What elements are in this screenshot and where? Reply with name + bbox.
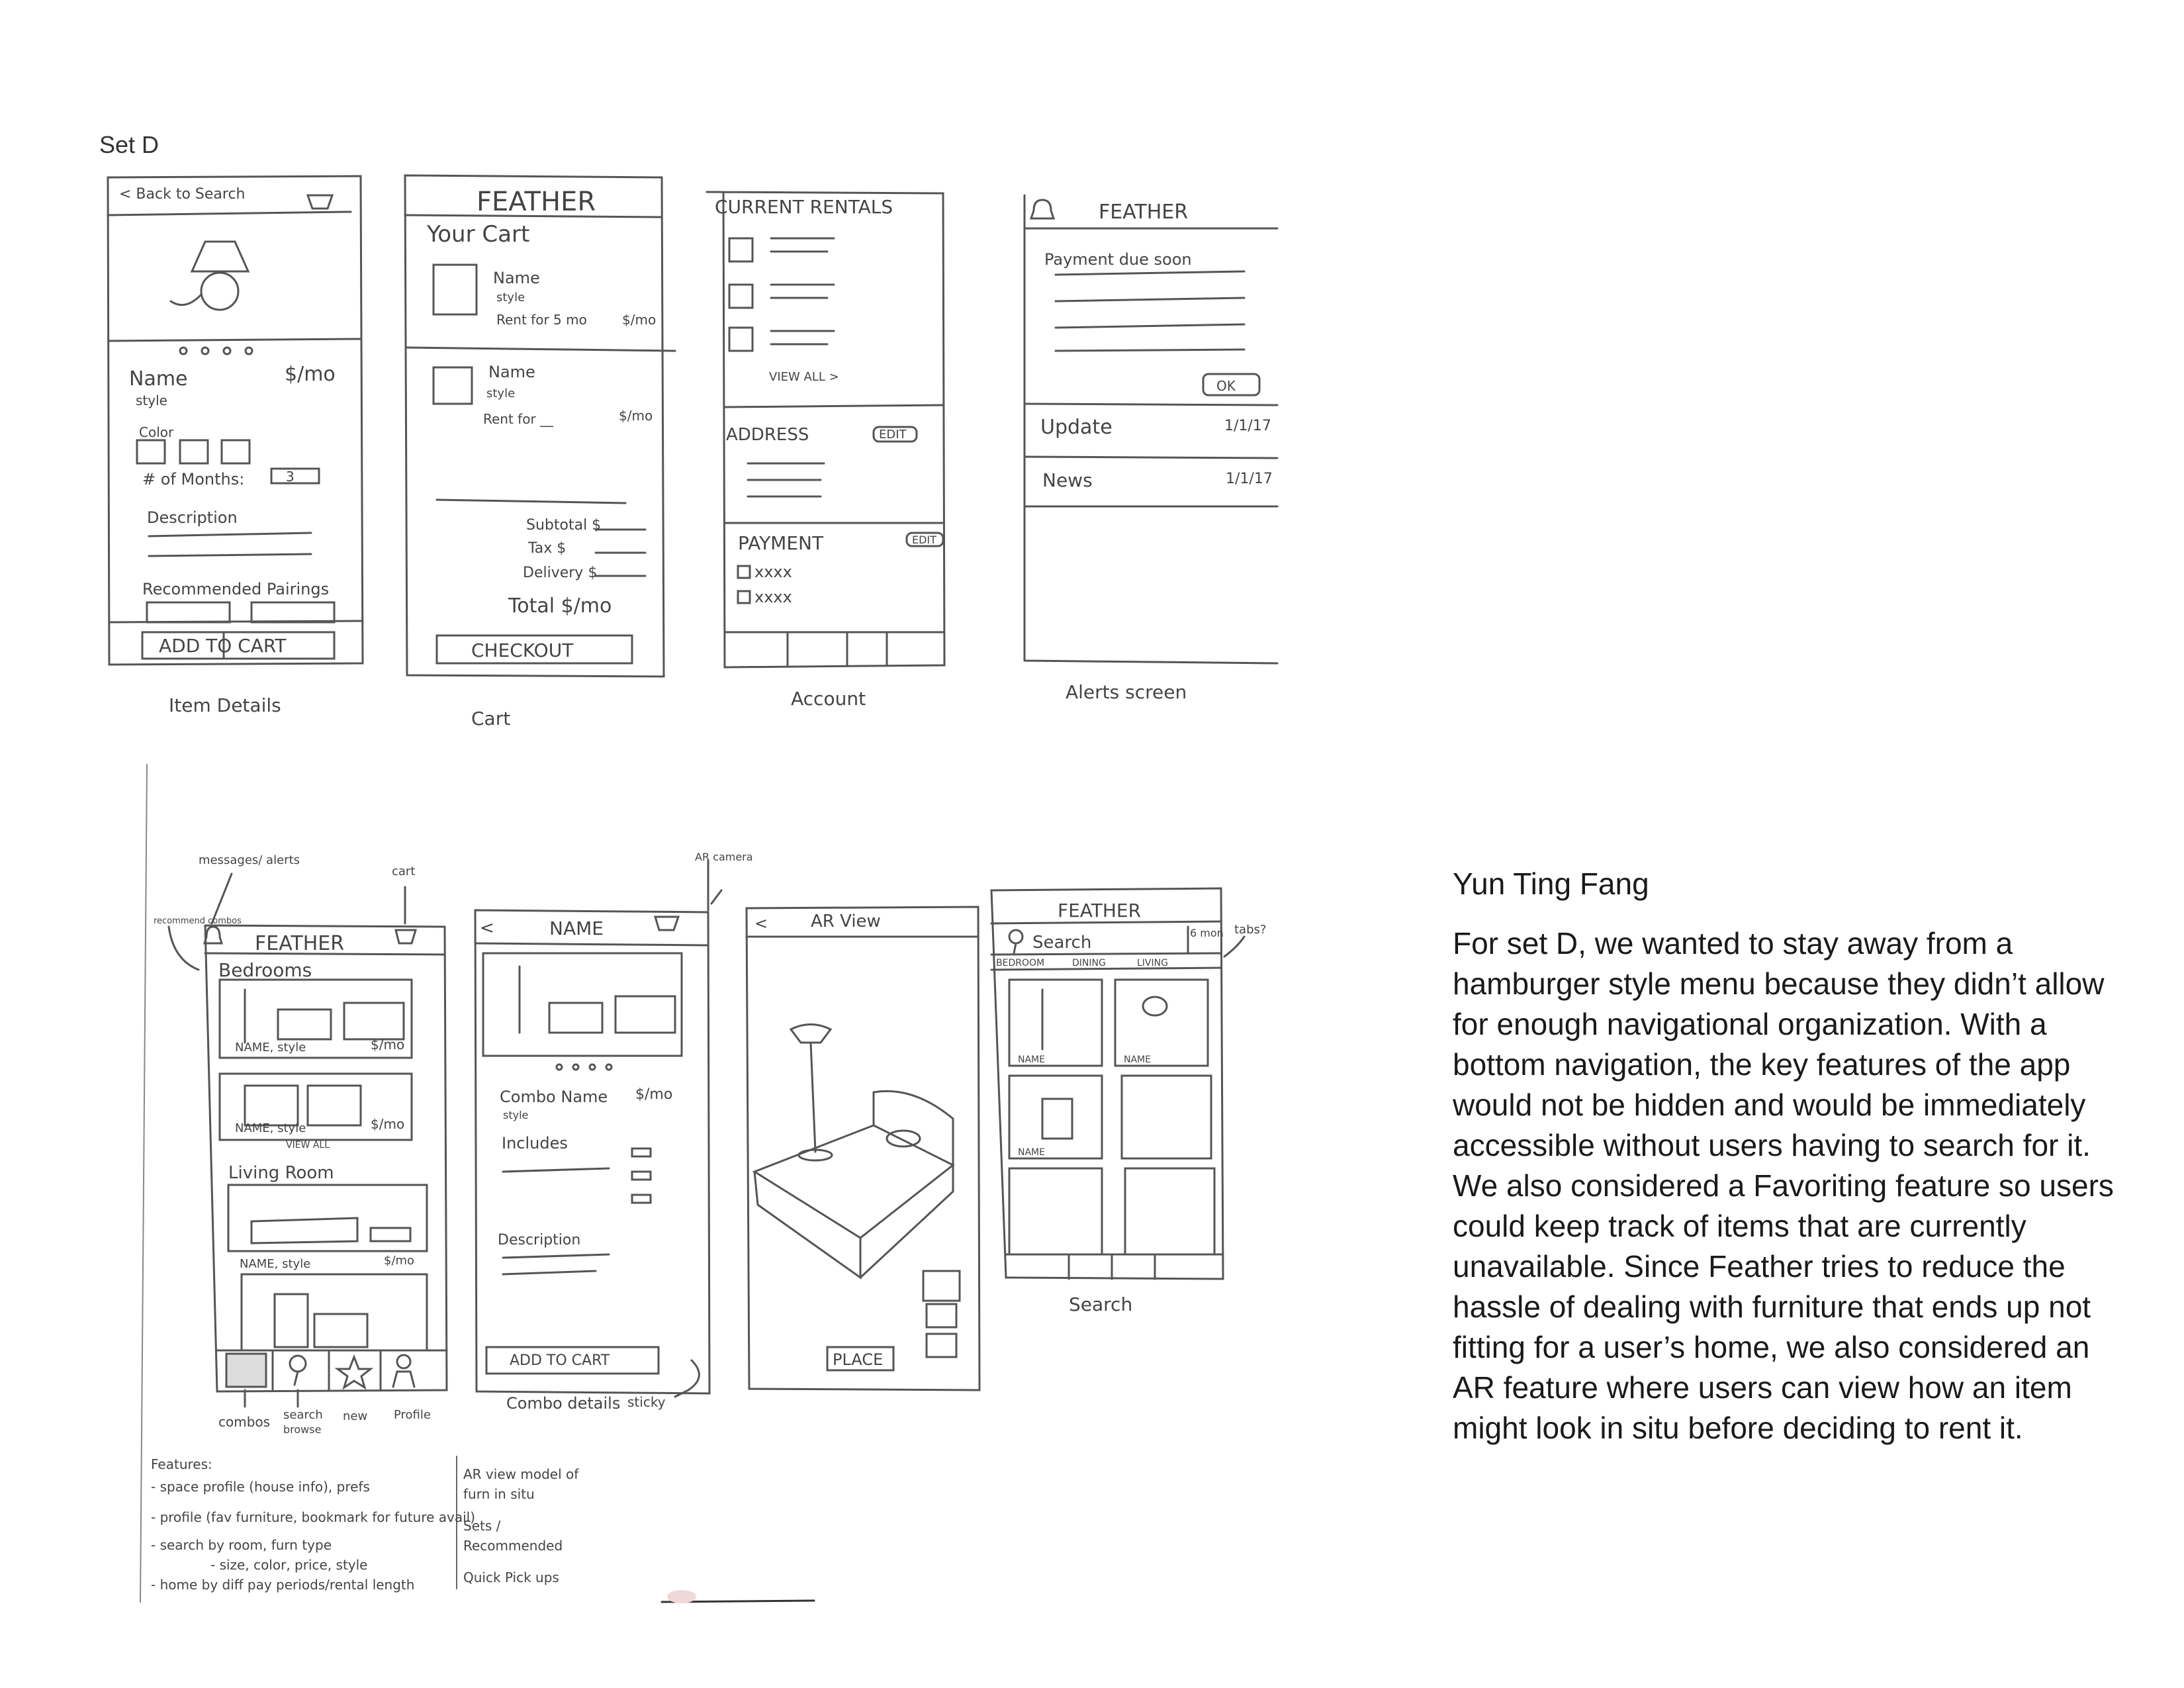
price-label-2: $/mo [371,1116,405,1132]
name-style-label-1: NAME, style [235,1041,306,1055]
news-text: News [1042,469,1093,491]
annotation-sticky: sticky [627,1394,666,1410]
alerts-brand-text: FEATHER [1099,201,1189,224]
item-name-text: Name [129,367,188,391]
ar-view-sketch [711,890,979,1390]
notes-right [463,1464,602,1587]
name-style-label-2: NAME, style [235,1121,306,1135]
notes-left [151,1456,475,1593]
price-label-3: $/mo [384,1254,415,1268]
notes-left-1: - space profile (house info), prefs [151,1479,370,1495]
annotation-ar-camera: AR camera [695,851,753,863]
combo-price-text: $/mo [635,1086,673,1103]
address-edit-button[interactable]: EDIT [879,428,907,442]
cart-subtotal-text: Subtotal $ [526,517,602,534]
bedrooms-heading: Bedrooms [218,959,312,981]
alerts-caption: Alerts screen [1066,681,1187,703]
search-result-name-3: NAME [1018,1147,1045,1158]
news-date-text: 1/1/17 [1226,471,1273,487]
search-brand-text: FEATHER [1058,900,1142,921]
months-label-text: # of Months: [142,470,245,489]
months-value-text: 3 [286,469,295,485]
cart-total-text: Total $/mo [508,594,612,618]
home-brand-text: FEATHER [255,932,345,955]
tab-bedroom[interactable]: BEDROOM [996,958,1045,968]
update-date-text: 1/1/17 [1224,418,1271,434]
view-all-rentals-link[interactable]: VIEW ALL > [769,370,839,384]
months-filter[interactable]: 6 mon [1190,927,1224,939]
notes-right-1: AR view model of furn in situ [463,1466,579,1502]
card-two-text: xxxx [754,588,792,606]
notes-left-3: - search by room, furn type [151,1537,332,1553]
notes-right-2: Sets / Recommended [463,1518,563,1554]
notes-left-2: - profile (fav furniture, bookmark for future avail) [151,1509,475,1525]
cart-caption: Cart [471,708,511,729]
ar-back-icon[interactable]: < [754,914,768,933]
notes-right-3: Quick Pick ups [463,1570,559,1585]
item-style-text: style [136,393,167,408]
search-input[interactable]: Search [1032,933,1092,953]
cart-item1-rent: Rent for 5 mo [496,312,587,328]
set-label: Set D [99,131,159,158]
nav-browse-label: browse [283,1423,322,1436]
tab-living[interactable]: LIVING [1137,958,1168,968]
ar-place-button[interactable]: PLACE [833,1350,884,1369]
address-label-text: ADDRESS [726,425,809,445]
search-caption: Search [1069,1293,1133,1315]
card-one-text: xxxx [754,563,792,581]
nav-combos-label: combos [218,1414,271,1430]
alerts-ok-button[interactable]: OK [1216,378,1236,394]
cart-item2-style: style [486,387,516,400]
combo-description-text: Description [498,1232,581,1248]
update-text: Update [1040,416,1113,439]
tab-dining[interactable]: DINING [1072,958,1106,968]
nav-new-label: new [343,1409,368,1423]
combo-name-text: Combo Name [500,1088,608,1106]
notes-left-5: - home by diff pay periods/rental length [151,1577,415,1593]
annotation-messages: messages/ alerts [199,853,300,867]
combo-includes-text: Includes [502,1134,568,1152]
set-description: For set D, we wanted to stay away from a hamburger style menu because they didn’t allow for enough navigational organization. With a bottom navigation, the key features of the app would not be hidden and would be immediately accessible without users having to search for it. We also considered a Favoriting feature so users could keep track of items that are currently unavailable. Since Feather tries to reduce the hassle of dealing with furniture that ends up not fitting for a user’s home, we also considered an AR feature where users can view how an item might look in situ before deciding to rent it. [1453,926,2114,1445]
combo-back-icon[interactable]: < [480,918,494,938]
item-color-text: Color [139,424,174,440]
pairings-label-text: Recommended Pairings [142,580,330,598]
payment-due-text: Payment due soon [1044,250,1192,269]
description-label-text: Description [147,508,238,527]
account-caption: Account [791,688,866,710]
nav-search-label: search [283,1408,323,1422]
cart-tax-text: Tax $ [528,540,567,557]
cart-item2-price: $/mo [619,408,653,424]
cart-item1-price: $/mo [622,312,657,328]
search-result-name-1: NAME [1018,1055,1045,1065]
item-details-caption: Item Details [169,694,281,716]
current-rentals-text: CURRENT RENTALS [715,196,893,218]
author-name: Yun Ting Fang [1453,867,1649,901]
cart-delivery-text: Delivery $ [523,565,598,581]
notes-heading: Features: [151,1456,212,1472]
ar-title-text: AR View [811,912,881,931]
combo-details-caption: Combo details [506,1394,621,1413]
cart-item2-name: Name [488,363,535,381]
name-style-label-3: NAME, style [240,1257,311,1271]
cart-item1-name: Name [493,269,540,287]
cart-heading-text: Your Cart [427,221,530,248]
search-result-name-2: NAME [1124,1055,1151,1065]
living-room-heading: Living Room [228,1163,334,1183]
annotation-cart: cart [392,865,416,878]
notes-left-4: - size, color, price, style [210,1557,368,1573]
cart-item1-style: style [496,291,525,305]
combo-details-sketch [475,861,709,1397]
combo-title-text: NAME [549,917,604,939]
checkout-button[interactable]: CHECKOUT [471,639,574,661]
combo-style-text: style [503,1109,529,1121]
back-to-search-text: < Back to Search [119,186,246,203]
item-price-text: $/mo [285,363,336,386]
annotation-tabs: tabs? [1234,923,1267,937]
combo-add-to-cart-button[interactable]: ADD TO CART [510,1352,610,1369]
annotation-recommend: recommend combos [154,916,242,926]
nav-profile-label: Profile [394,1408,431,1422]
payment-edit-button[interactable]: EDIT [912,534,936,546]
search-sketch [991,888,1244,1279]
cart-brand-text: FEATHER [477,187,596,217]
payment-label-text: PAYMENT [738,532,824,554]
price-label-1: $/mo [371,1037,405,1053]
view-all-link[interactable]: VIEW ALL [286,1140,330,1150]
add-to-cart-button[interactable]: ADD TO CART [159,635,287,657]
cart-item2-rent: Rent for __ [483,411,554,427]
